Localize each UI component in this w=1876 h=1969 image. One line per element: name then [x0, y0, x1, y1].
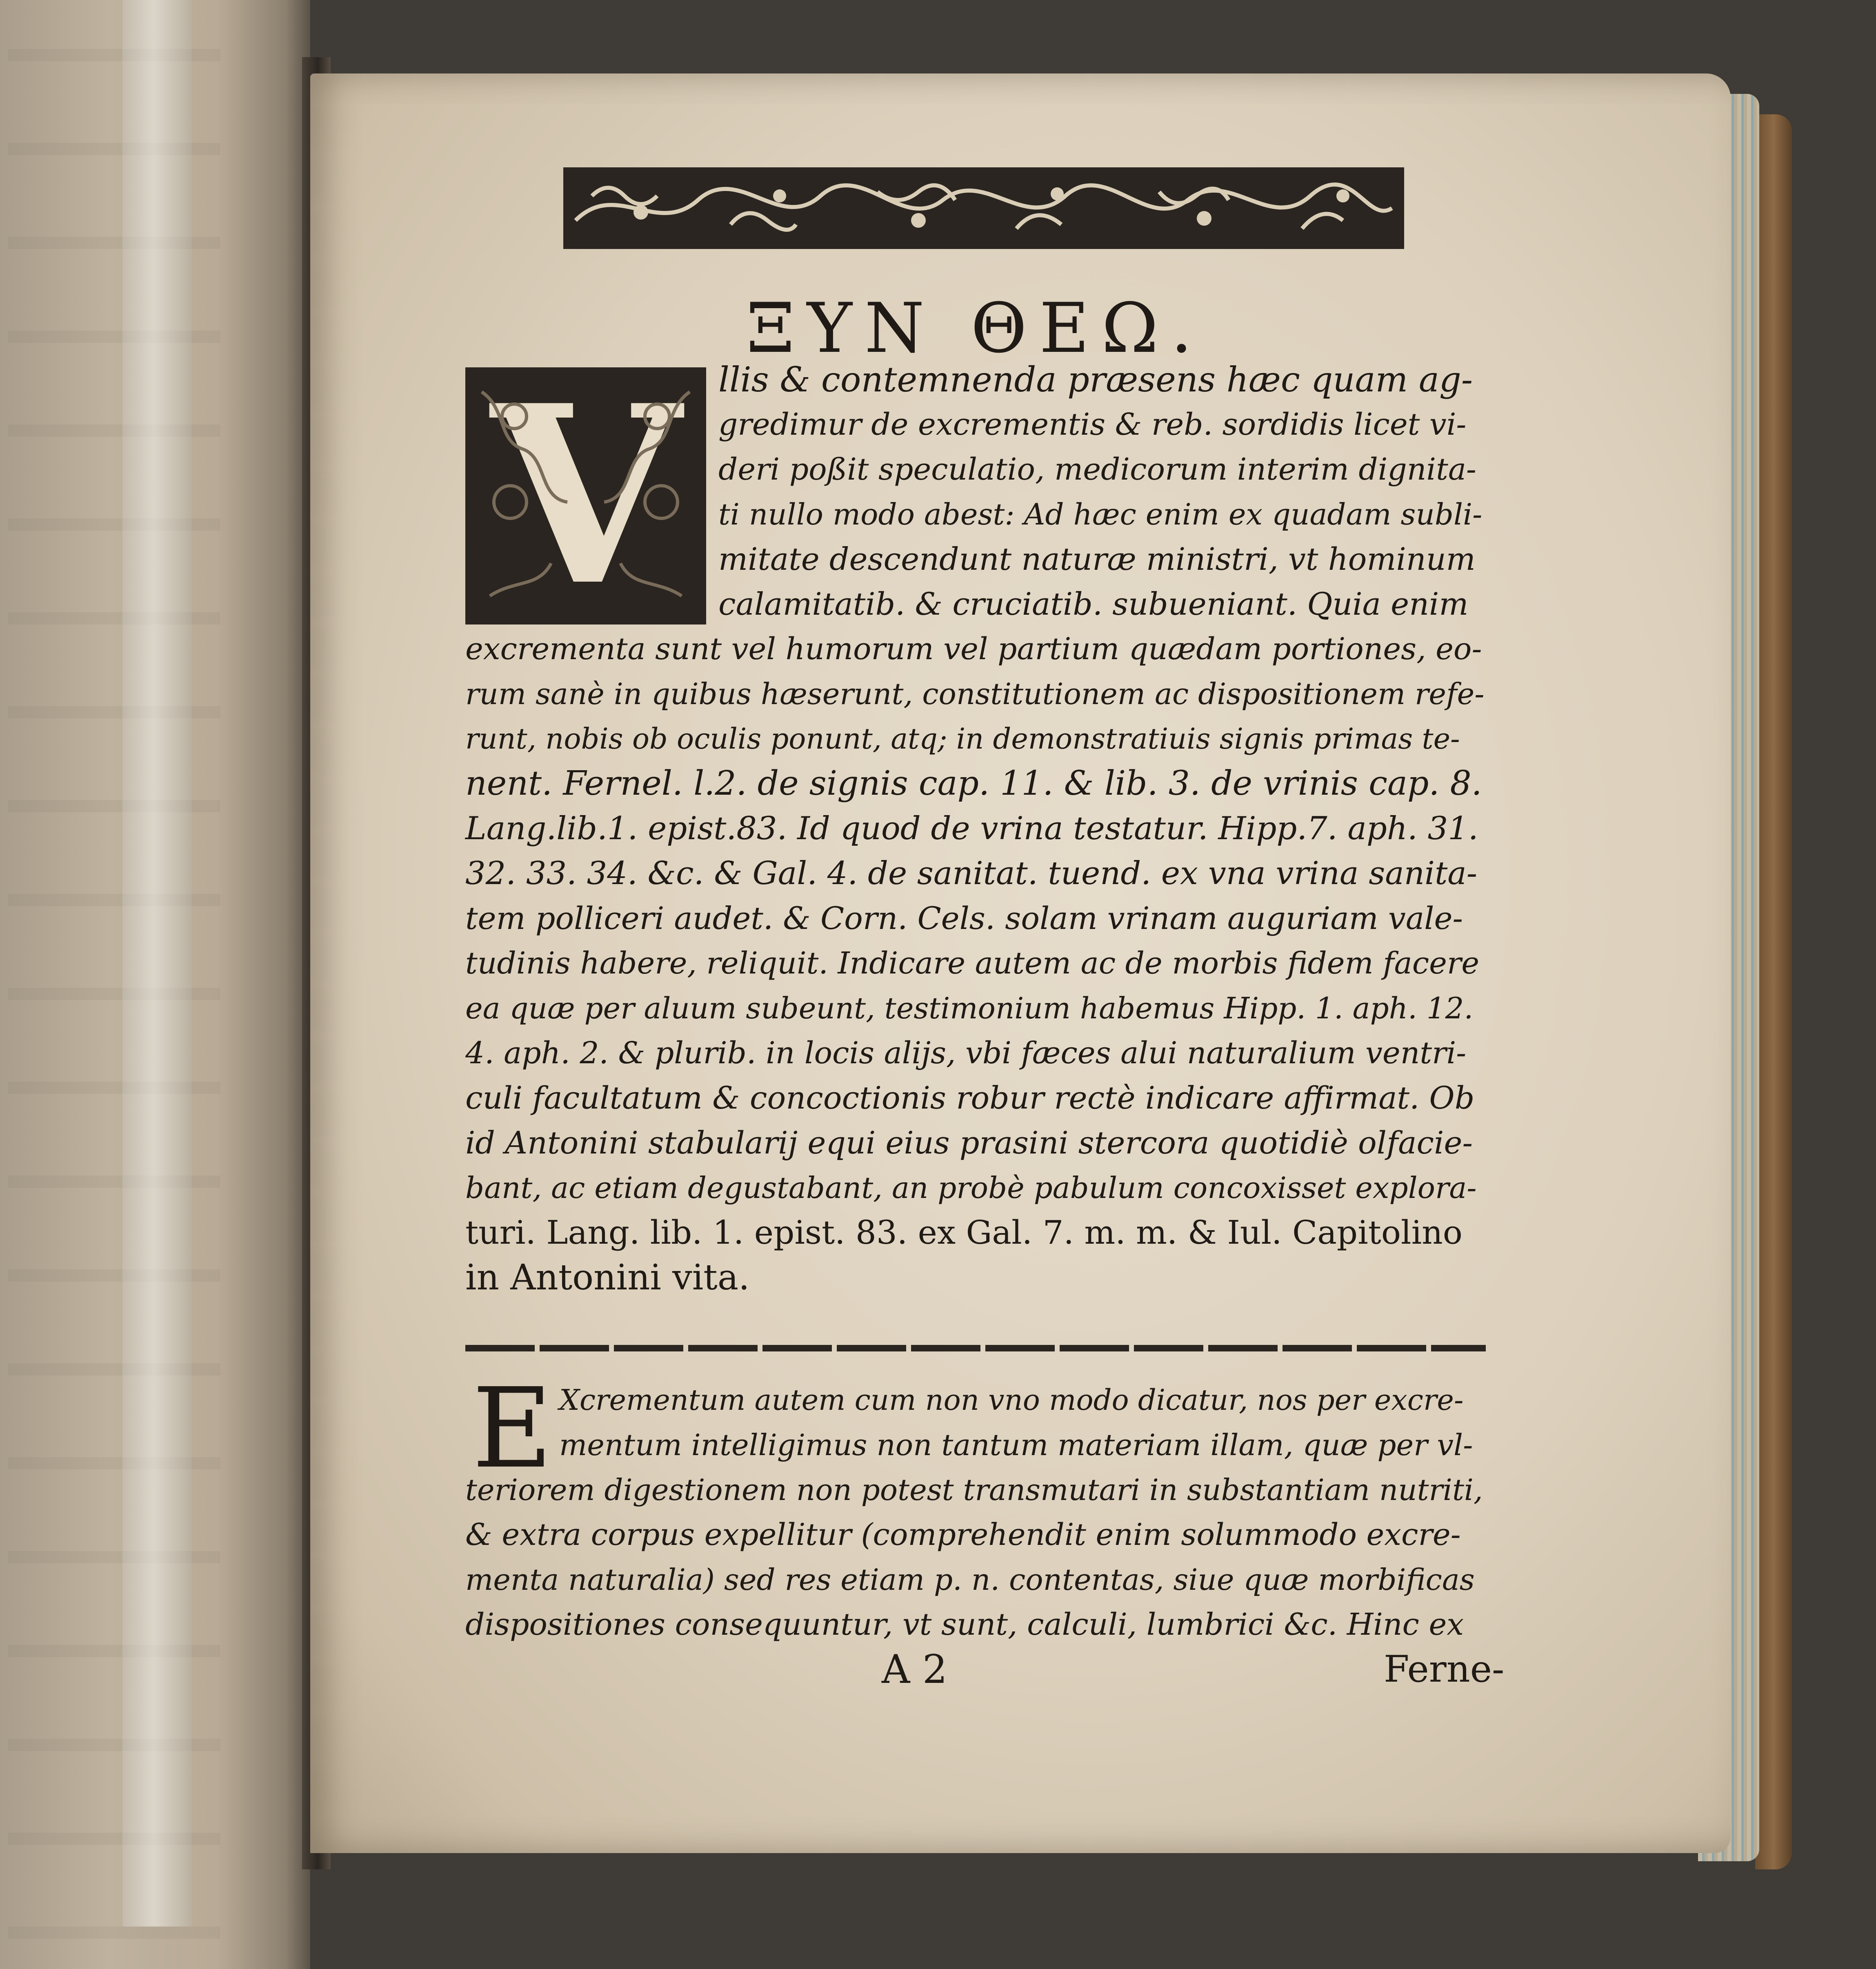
text-line: runt, nobis ob oculis ponunt, atq; in demonstratiuis signis primas te- [465, 722, 1460, 756]
text-line: gredimur de excrementis & reb. sordidis licet vi- [718, 407, 1467, 442]
text-line: menta naturalia) sed res etiam p. n. contentas, siue quæ morbificas [465, 1562, 1475, 1597]
text-line: nent. Fernel. l.2. de signis cap. 11. & lib. 3. de vrinis cap. 8. [465, 764, 1482, 803]
catchword: Ferne- [1384, 1648, 1505, 1691]
signature-mark: A 2 [882, 1647, 947, 1692]
text-line: excrementa sunt vel humorum vel partium quædam portiones, eo- [465, 631, 1482, 667]
vine-pattern-icon [465, 352, 706, 640]
dropcap-letter-v: V [491, 352, 681, 640]
text-line: dispositiones consequuntur, vt sunt, calculi, lumbrici &c. Hinc ex [465, 1607, 1464, 1642]
text-line: calamitatib. & cruciatib. subueniant. Quia enim [718, 586, 1469, 622]
ornamental-headpiece [563, 167, 1404, 249]
text-line: 32. 33. 34. &c. & Gal. 4. de sanitat. tuend. ex vna vrina sanita- [465, 855, 1478, 892]
text-line: mentum intelligimus non tantum materiam illam, quæ per vl- [559, 1428, 1473, 1462]
text-line: bant, ac etiam degustabant, an probè pabulum concoxisset explora- [465, 1171, 1477, 1205]
text-line: llis & contemnenda præsens hæc quam ag- [718, 360, 1473, 400]
text-line: ea quæ per aluum subeunt, testimonium habemus Hipp. 1. aph. 12. [465, 991, 1474, 1025]
section-divider-rule [465, 1345, 1486, 1351]
page-text-block [465, 0, 1505, 1969]
foliage-ornament-icon [567, 171, 1400, 245]
text-line: deri poßit speculatio, medicorum interim dignita- [718, 452, 1476, 487]
text-line: culi facultatum & concoctionis robur rectè indicare affirmat. Ob [465, 1080, 1475, 1116]
text-line: id Antonini stabularij equi eius prasini stercora quotidiè olfacie- [465, 1125, 1473, 1161]
text-line: turi. Lang. lib. 1. epist. 83. ex Gal. 7. m. m. & Iul. Capitolino [465, 1213, 1463, 1251]
text-line: tem polliceri audet. & Corn. Cels. solam vrinam auguriam vale- [465, 900, 1463, 936]
initial-letter-e: E [472, 1364, 553, 1493]
text-line: ti nullo modo abest: Ad hæc enim ex quadam subli- [718, 497, 1483, 531]
text-line: teriorem digestionem non potest transmutari in substantiam nutriti, [465, 1473, 1483, 1507]
text-line: tudinis habere, reliquit. Indicare autem ac de morbis fidem facere [465, 946, 1480, 981]
text-line: Xcrementum autem cum non vno modo dicatur, nos per excre- [559, 1383, 1464, 1417]
text-line: rum sanè in quibus hæserunt, constitutionem ac dispositionem refe- [465, 677, 1485, 711]
text-line: & extra corpus expellitur (comprehendit enim solummodo excre- [465, 1517, 1461, 1552]
text-line: 4. aph. 2. & plurib. in locis alijs, vbi fæces alui naturalium ventri- [465, 1036, 1467, 1071]
page-holder-bar [122, 0, 192, 1927]
text-line: in Antonini vita. [465, 1257, 750, 1298]
decorated-initial [465, 352, 706, 640]
text-line: mitate descendunt naturæ ministri, vt hominum [718, 541, 1476, 577]
page-title: ΞΥΝ ΘΕΩ. [746, 288, 1205, 368]
text-line: Lang.lib.1. epist.83. Id quod de vrina testatur. Hipp.7. aph. 31. [465, 810, 1478, 847]
book-binding [1755, 114, 1792, 1869]
